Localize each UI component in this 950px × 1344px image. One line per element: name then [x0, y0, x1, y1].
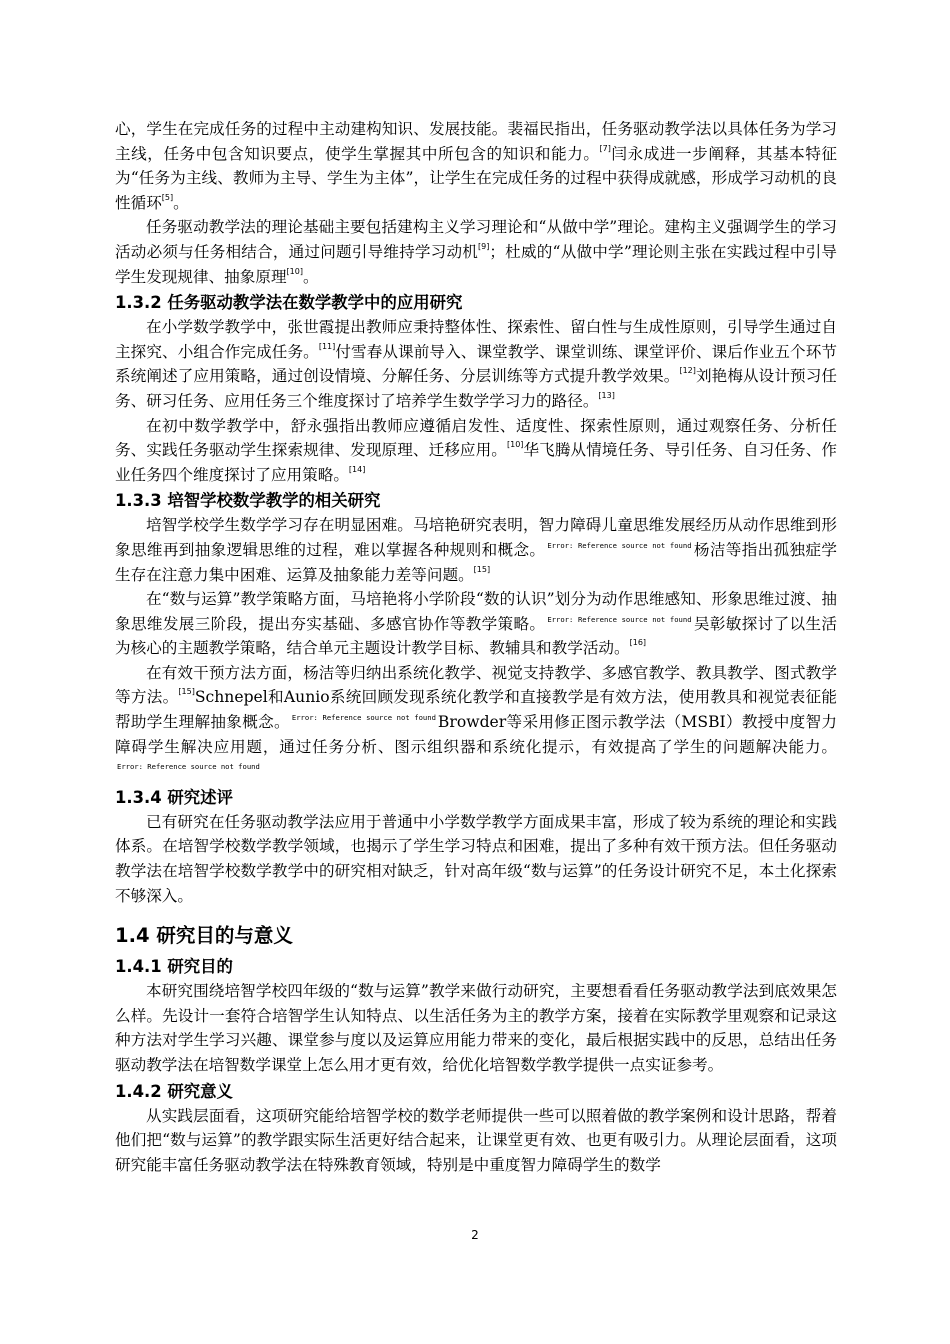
paragraph-theory-basis: 任务驱动教学法的理论基础主要包括建构主义学习理论和“从做中学”理论。建构主义强调学生的学习活动必须与任务相结合，通过问题引导维持学习动机[9]；杜威的“从做中学”理论则主张在实践过程中引导学生发现规律、抽象原理[10]。 [115, 218, 837, 286]
citation-5[interactable]: [5] [161, 192, 174, 202]
citation-15b[interactable]: [15] [178, 687, 195, 697]
heading-1-3-3: 1.3.3 培智学校数学教学的相关研究 [115, 491, 381, 511]
paragraph-primary-school: 在小学数学教学中，张世霞提出教师应秉持整体性、探索性、留白性与生成性原则，引导学生通过自主探究、小组合作完成任务。[11]付雪春从课前导入、课堂教学、课堂训练、课堂评价、课后作业五个环节系统阐述了应用策略，通过创设情境、分解任务、分层训练等方式提升教学效果。[12]刘艳梅从设计预习任务、研习任务、应用任务三个维度探讨了培养学生数学学习力的路径。[13] [115, 318, 837, 410]
page-number: 2 [471, 1228, 479, 1242]
citation-7[interactable]: [7] [599, 143, 611, 153]
citation-12[interactable]: [12] [679, 366, 696, 376]
heading-1-4-1: 1.4.1 研究目的 [115, 957, 233, 977]
reference-error: Error: Reference source not found [291, 713, 436, 723]
citation-11[interactable]: [11] [318, 341, 336, 351]
reference-error: Error: Reference source not found [547, 614, 692, 624]
paragraph-middle-school: 在初中数学教学中，舒永强指出教师应遵循启发性、适度性、探索性原则，通过观察任务、分析任务、实践任务驱动学生探索规律、发现原理、迁移应用。[10]华飞腾从情境任务、导引任务、自习任务、作业任务四个维度探讨了应用策略。[14] [115, 416, 837, 484]
citation-10b[interactable]: [10] [506, 440, 524, 450]
paragraph-intervention: 在有效干预方法方面，杨洁等归纳出系统化教学、视觉支持教学、多感官教学、教具教学、图式教学等方法。[15]Schnepel和Aunio系统回顾发现系统化教学和直接教学是有效方法，使用教具和视觉表征能帮助学生理解抽象概念。 $^{Error: Reference source not found}$ Browder等采用修正图示教学法（MSBI）教授中度智力障碍学生解决应用题，通过任务分析、图示组织器和系统化提示，有效提高了学生的问题解决能力。$^{Error: Reference source not found}$ [115, 663, 837, 772]
citation-10[interactable]: [10] [286, 266, 303, 276]
heading-1-4-2: 1.4.2 研究意义 [115, 1081, 233, 1101]
heading-1-3-2: 1.3.2 任务驱动教学法在数学教学中的应用研究 [115, 293, 463, 313]
paragraph-research-purpose: 本研究围绕培智学校四年级的“数与运算”教学来做行动研究，主要想看看任务驱动教学法到底效果怎么样。先设计一套符合培智学生认知特点、以生活任务为主的教学方案，接着在实际教学里观察和记录这种方法对学生学习兴趣、课堂参与度以及运算应用能力带来的变化，最后根据实践中的反思，总结出任务驱动教学法在培智数学课堂上怎么用才更有效，给优化培智数学教学提供一点实证参考。 [115, 982, 837, 1074]
citation-16[interactable]: [16] [629, 638, 647, 648]
paragraph-teaching-strategy: 在“数与运算”教学策略方面，马培艳将小学阶段“数的认识”划分为动作思维感知、形象思维过渡、抽象思维发展三阶段，提出夯实基础、多感官协作等教学策略。 $^{Error: Reference source not found}$ 吴彰敏探讨了以生活为核心的主题教学策略，结合单元主题设计教学目标、教辅具和教学活动。[16] [115, 590, 837, 658]
heading-1-4: 1.4 研究目的与意义 [115, 924, 293, 948]
reference-error: Error: Reference source not found [547, 540, 692, 550]
paragraph-task-driven-definition: 心，学生在完成任务的过程中主动建构知识、发展技能。裴福民指出，任务驱动教学法以具体任务为学习主线，任务中包含知识要点，使学生掌握其中所包含的知识和能力。[7]闫永成进一步阐释，其基本特征为“任务为主线、教师为主导、学生为主体”，让学生在完成任务的过程中获得成就感，形成学习动机的良性循环[5]。 [115, 120, 837, 212]
citation-14[interactable]: [14] [348, 464, 366, 474]
citation-9[interactable]: [9] [478, 241, 490, 251]
page-content [115, 117, 837, 1177]
heading-1-3-4: 1.3.4 研究述评 [115, 787, 233, 807]
paragraph-review: 已有研究在任务驱动教学法应用于普通中小学数学教学方面成果丰富，形成了较为系统的理论和实践体系。在培智学校数学教学领域，也揭示了学生学习特点和困难，提出了多种有效干预方法。但任务驱动教学法在培智学校数学教学中的研究相对缺乏，针对高年级“数与运算”的任务设计研究不足，本土化探索不够深入。 [115, 812, 837, 905]
paragraph-learning-difficulty: 培智学校学生数学学习存在明显困难。马培艳研究表明，智力障碍儿童思维发展经历从动作思维到形象思维再到抽象逻辑思维的过程，难以掌握各种规则和概念。 $^{Error: Reference source not found}$ 杨洁等指出孤独症学生存在注意力集中困难、运算及抽象能力差等问题。[15] [115, 516, 837, 584]
paragraph-research-significance: 从实践层面看，这项研究能给培智学校的数学老师提供一些可以照着做的教学案例和设计思路，帮着他们把“数与运算”的教学跟实际生活更好结合起来，让课堂更有效、也更有吸引力。从理论层面看，这项研究能丰富任务驱动教学法在特殊教育领域，特别是中重度智力障碍学生的数学 [115, 1106, 837, 1174]
citation-13[interactable]: [13] [598, 390, 615, 400]
reference-error: Error: Reference source not found [117, 762, 260, 772]
citation-15[interactable]: [15] [473, 564, 491, 574]
